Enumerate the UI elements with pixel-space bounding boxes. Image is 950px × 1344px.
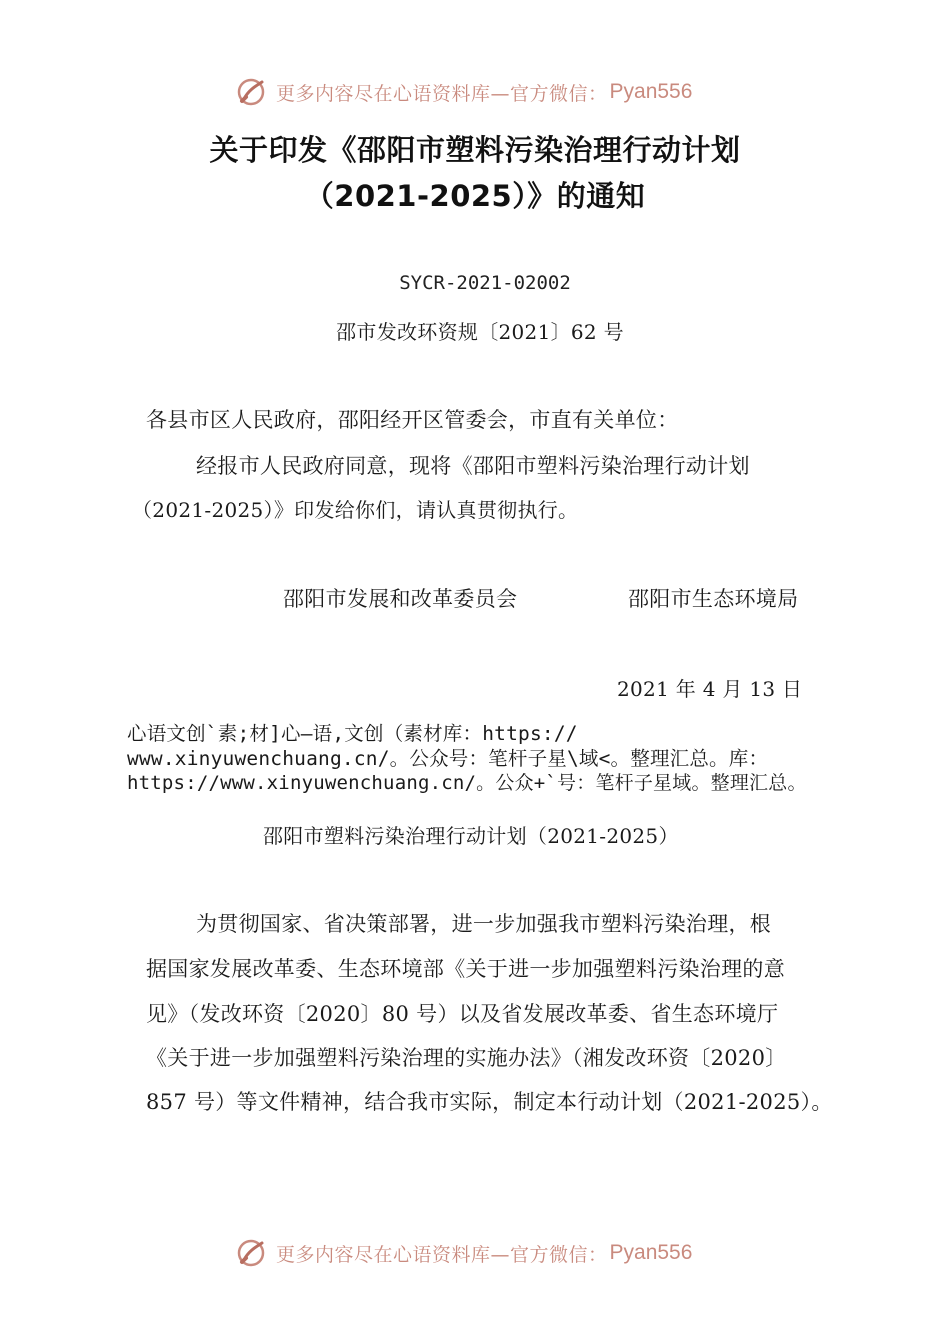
page-title-line-1: 关于印发《邵阳市塑料污染治理行动计划 xyxy=(209,133,741,167)
signature-left: 邵阳市发展和改革委员会 xyxy=(283,587,518,611)
paragraph-line-2: 据国家发展改革委、生态环境部《关于进一步加强塑料污染治理的意 xyxy=(146,957,785,981)
signature-right: 邵阳市生态环境局 xyxy=(628,587,799,611)
intro-line-1: 经报市人民政府同意，现将《邵阳市塑料污染治理行动计划 xyxy=(196,454,750,478)
paragraph-line-4: 《关于进一步加强塑料污染治理的实施办法》（湘发改环资〔2020〕 xyxy=(146,1046,787,1070)
page-title-line-2: （2021-2025）》的通知 xyxy=(304,179,646,213)
source-line-3: https://www.xinyuwenchuang.cn/。公众+`号：笔杆子星域。整理汇总。 xyxy=(127,772,807,794)
paragraph-line-3: 见》（发改环资〔2020〕80 号）以及省发展改革委、省生态环境厅 xyxy=(146,1002,779,1026)
brush-logo-icon xyxy=(236,77,266,107)
watermark-text: 更多内容尽在心语资料库—官方微信： xyxy=(276,1243,608,1266)
intro-line-2: （2021-2025）》印发给你们，请认真贯彻执行。 xyxy=(132,498,579,522)
footer-watermark xyxy=(236,1235,692,1271)
source-line-1: 心语文创`素;材]心—语,文创（素材库：https:// xyxy=(127,722,578,745)
paragraph-line-5: 857 号）等文件精神，结合我市实际，制定本行动计划（2021-2025）。 xyxy=(146,1090,833,1114)
watermark-wechat-id: Pyan556 xyxy=(609,80,693,103)
document-code: SYCR-2021-02002 xyxy=(399,272,571,294)
plan-title: 邵阳市塑料污染治理行动计划（2021-2025） xyxy=(263,824,679,848)
brush-logo-icon xyxy=(236,1238,266,1268)
source-line-2: www.xinyuwenchuang.cn/。公众号：笔杆子星\域<。整理汇总。库： xyxy=(127,747,769,770)
issue-date: 2021 年 4 月 13 日 xyxy=(617,677,803,701)
watermark-wechat-id: Pyan556 xyxy=(609,1241,693,1264)
watermark-text: 更多内容尽在心语资料库—官方微信： xyxy=(276,82,608,105)
document-number: 邵市发改环资规〔2021〕62 号 xyxy=(336,320,624,344)
paragraph-line-1: 为贯彻国家、省决策部署，进一步加强我市塑料污染治理，根 xyxy=(196,912,772,936)
header-watermark xyxy=(236,74,692,110)
salutation: 各县市区人民政府，邵阳经开区管委会，市直有关单位： xyxy=(146,408,679,432)
